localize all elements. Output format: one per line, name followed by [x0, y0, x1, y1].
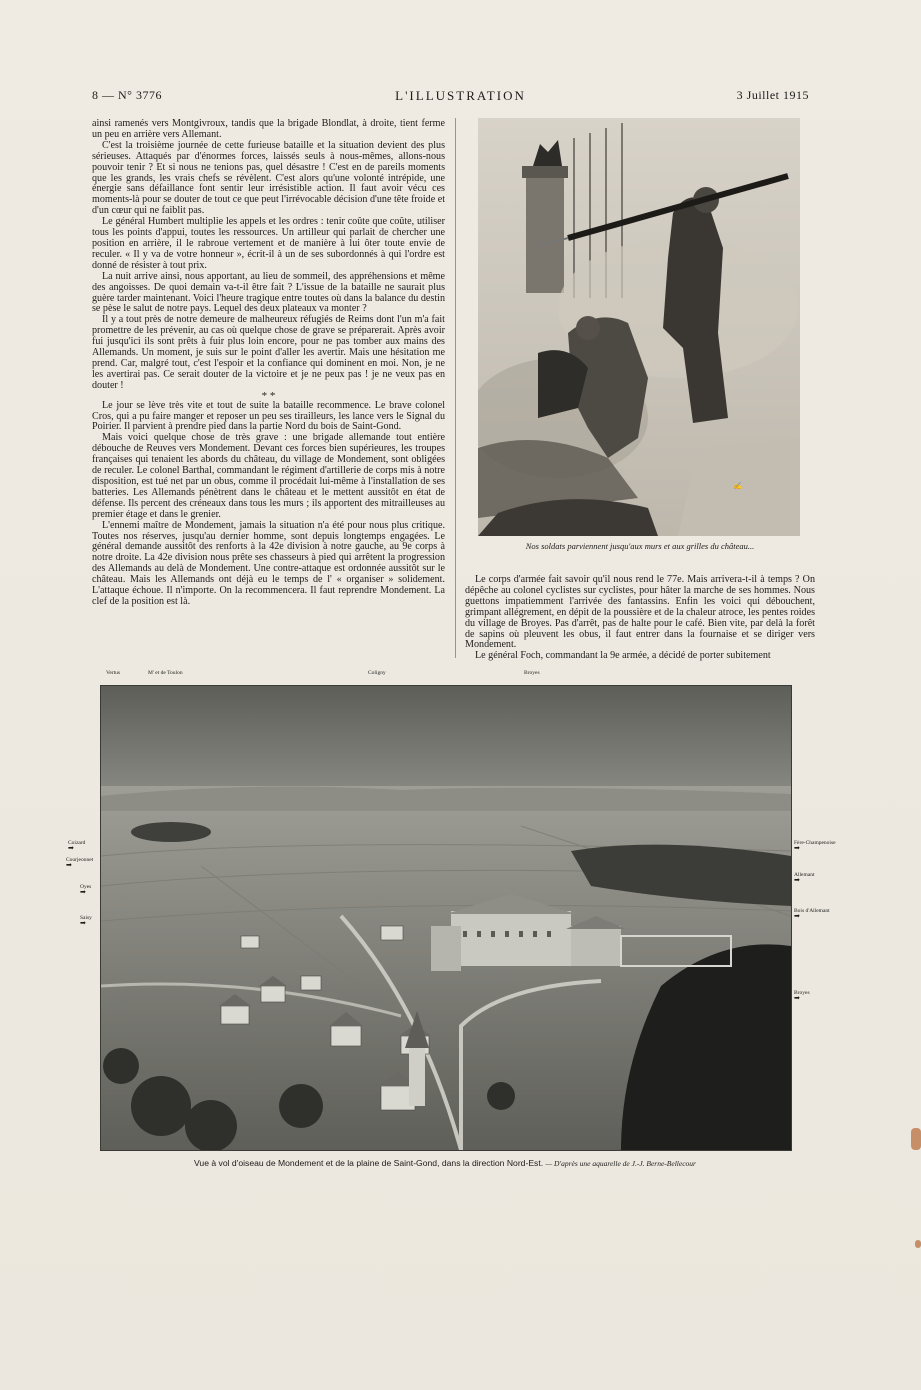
arrow-right-icon: ➡ [80, 888, 86, 896]
panorama-label: Vertus [106, 670, 121, 676]
arrow-right-icon: ➡ [794, 994, 800, 1002]
panorama-right-label [794, 908, 830, 919]
panorama-label: M' et de Toulon [148, 670, 183, 676]
arrow-right-icon: ➡ [80, 919, 86, 927]
arrow-right-icon: ➡ [794, 876, 800, 884]
place-name: Saisy [80, 915, 92, 921]
paragraph: C'est la troisième journée de cette furieuse bataille et la situation devient des plus sérieuses. Attaqués par d'énormes forces, laissés seuls à nous-mêmes, allons-nous pouvoir tenir ? Et si nous ne tenions pas, quel désastre ! C'est en de pareils moments que les grands, les vrais chefs se révèlent. C'est alors qu'une volonté intrépide, une énergie sans défaillance font sentir leur irrésistible action. Il faut avoir vécu ces moments-là pour se douter de tout ce que peut l'irrévocable décision d'une tête froide et d'un cœur qui ne faiblit pas. [92, 139, 445, 217]
arrow-right-icon: ➡ [794, 912, 800, 920]
column-divider [455, 118, 456, 658]
place-name: Fère-Champenoise [794, 840, 836, 846]
paragraph: Il y a tout près de notre demeure de malheureux réfugiés de Reims dont l'un m'a fait promettre de les prévenir, au cas où quelque chose de grave se préparerait. Après avoir fui jusqu'ici ils sont prêts à fuir plus loin encore, pour ne pas tomber aux mains des Allemands. Un moment, je suis sur le point d'aller les avertir. Mais une hésitation me prend. Car, malgré tout, c'est l'espoir et la confiance qui dominent en moi. Non, je ne les avertirai pas. Ce serait douter de la victoire et je ne peux pas ! je ne veux pas en douter ! [92, 314, 445, 391]
paragraph: Le général Foch, commandant la 9e armée, a décidé de porter subitement [475, 650, 771, 662]
panorama-right-label [794, 990, 810, 1001]
panorama-illustration [100, 685, 792, 1151]
right-column-text [465, 575, 815, 662]
paragraph: Le général Humbert multiplie les appels et les ordres : tenir coûte que coûte, utiliser tous les points d'appui, toutes les ressources. Un artilleur qui parlait de chercher une position en arrière, il le rabroue vertement et de manière à lui ôter toute envie de reculer. « Il y va de votre honneur », écrit-il à un de ses subordonnés à qui l'ordre est donné de résister à tout prix. [92, 216, 445, 271]
panorama-left-label [68, 840, 85, 851]
arrow-right-icon: ➡ [68, 844, 74, 852]
panorama-label: Broyes [524, 670, 540, 676]
panorama-right-label [794, 872, 814, 883]
masthead-title: L'ILLUSTRATION [395, 88, 526, 103]
arrow-right-icon: ➡ [794, 844, 800, 852]
issue-date: 3 Juillet 1915 [736, 88, 809, 102]
panorama-caption [100, 1158, 790, 1168]
battle-illustration [478, 118, 800, 536]
panorama-left-label [80, 884, 91, 895]
panorama-label: Coligny [368, 670, 386, 676]
panorama-caption-credit: — D'après une aquarelle de J.-J. Berne-Bellecour [545, 1159, 696, 1168]
paragraph: Mais voici quelque chose de très grave : une brigade allemande tout entière débouche de Reuves vers Mondement. Devant ces forces bien supérieures, les troupes françaises qui tenaient les abords du château, du village de Mondement, sont obligées de reculer. Le colonel Barthal, commandant le régiment d'artillerie de corps mis à notre disposition, est tué net par un obus, comme il procédait lui-même à l'installation de ses batteries. Les Allemands pénètrent dans le château et le mettent aussitôt en état de défense. Ils percent des créneaux dans tous les murs ; ils apportent des mitrailleuses au premier étage et dans le grenier. [92, 432, 445, 520]
paragraph: La nuit arrive ainsi, nous apportant, au lieu de sommeil, des appréhensions et même des angoisses. De quoi demain va-t-il être fait ? L'issue de la bataille ne saurait plus guère tarder maintenant. Voici l'heure tragique entre toutes où dans la balance du destin se pèse le salut de notre pays. Lequel des deux plateaux va monter ? [92, 270, 445, 315]
panorama-left-label [80, 915, 92, 926]
svg-text:✍: ✍ [733, 482, 742, 490]
illustration-caption: Nos soldats parviennent jusqu'aux murs et aux grilles du château... [525, 541, 755, 551]
arrow-right-icon: ➡ [66, 861, 72, 869]
page-number: 8 — N° 3776 [92, 88, 162, 102]
place-name: Coizard [68, 840, 86, 846]
paragraph: Le corps d'armée fait savoir qu'il nous rend le 77e. Mais arrivera-t-il à temps ? On dépêche au colonel cyclistes sur cyclistes, pour hâter la marche de ses hommes. Nous guettons impatiemment l'arrivée des fantassins. Enfin les voici qui débouchent, grimpant allégrement, en dépit de la poussière et de la chaleur atroce, les pentes roides du village de Broyes. Pas d'arrêt, pas de halte pour le café. Bien vite, par delà la forêt de sapins où pleuvent les obus, il faut entrer dans la fournaise et se diriger vers Mondement. [465, 574, 815, 651]
place-name: Broyes [794, 990, 810, 996]
paper-stain [911, 1128, 921, 1150]
paragraph: Le jour se lève très vite et tout de suite la bataille recommence. Le brave colonel Cros, qui a pu faire manger et reposer un peu ses tirailleurs, les lance vers le Signal du Poirier. Il parvient à prendre pied dans la partie Nord du bois de Saint-Gond. [92, 399, 445, 433]
left-column-top [92, 119, 445, 608]
paragraph: ainsi ramenés vers Montgivroux, tandis que la brigade Blondlat, à droite, tient ferme un peu en arrière vers Allemant. [92, 118, 445, 140]
panorama-left-label [66, 857, 93, 868]
panorama-caption-main: Vue à vol d'oiseau de Mondement et de la plaine de Saint-Gond, dans la direction Nord-Est. [194, 1158, 544, 1168]
place-name: Courjeonnet [66, 857, 94, 863]
paper-stain [915, 1240, 921, 1248]
paragraph: L'ennemi maître de Mondement, jamais la situation n'a été pour nous plus critique. Toutes nos réserves, jusqu'au dernier homme, sont depuis longtemps engagées. Le général demande aussitôt des renforts à la 42e division à notre gauche, au 9e corps à notre droite. La 42e division nous prête ses chasseurs à pied qui arrêtent la progression des Allemands au delà de Mondement. Une contre-attaque est ordonnée aussitôt sur le château. Mais les Allemands ont déjà eu le temps de l' « organiser » solidement. L'attaque échoue. Il n'importe. On la recommencera. Il faut reprendre Mondement. La clef de la position est là. [92, 519, 445, 607]
place-name: Allemant [794, 872, 815, 878]
place-name: Oyes [80, 884, 92, 890]
section-separator: * * [261, 389, 276, 402]
place-name: Bois d'Allemant [794, 908, 830, 914]
panorama-right-label [794, 840, 836, 851]
panorama-top-labels [100, 670, 800, 684]
